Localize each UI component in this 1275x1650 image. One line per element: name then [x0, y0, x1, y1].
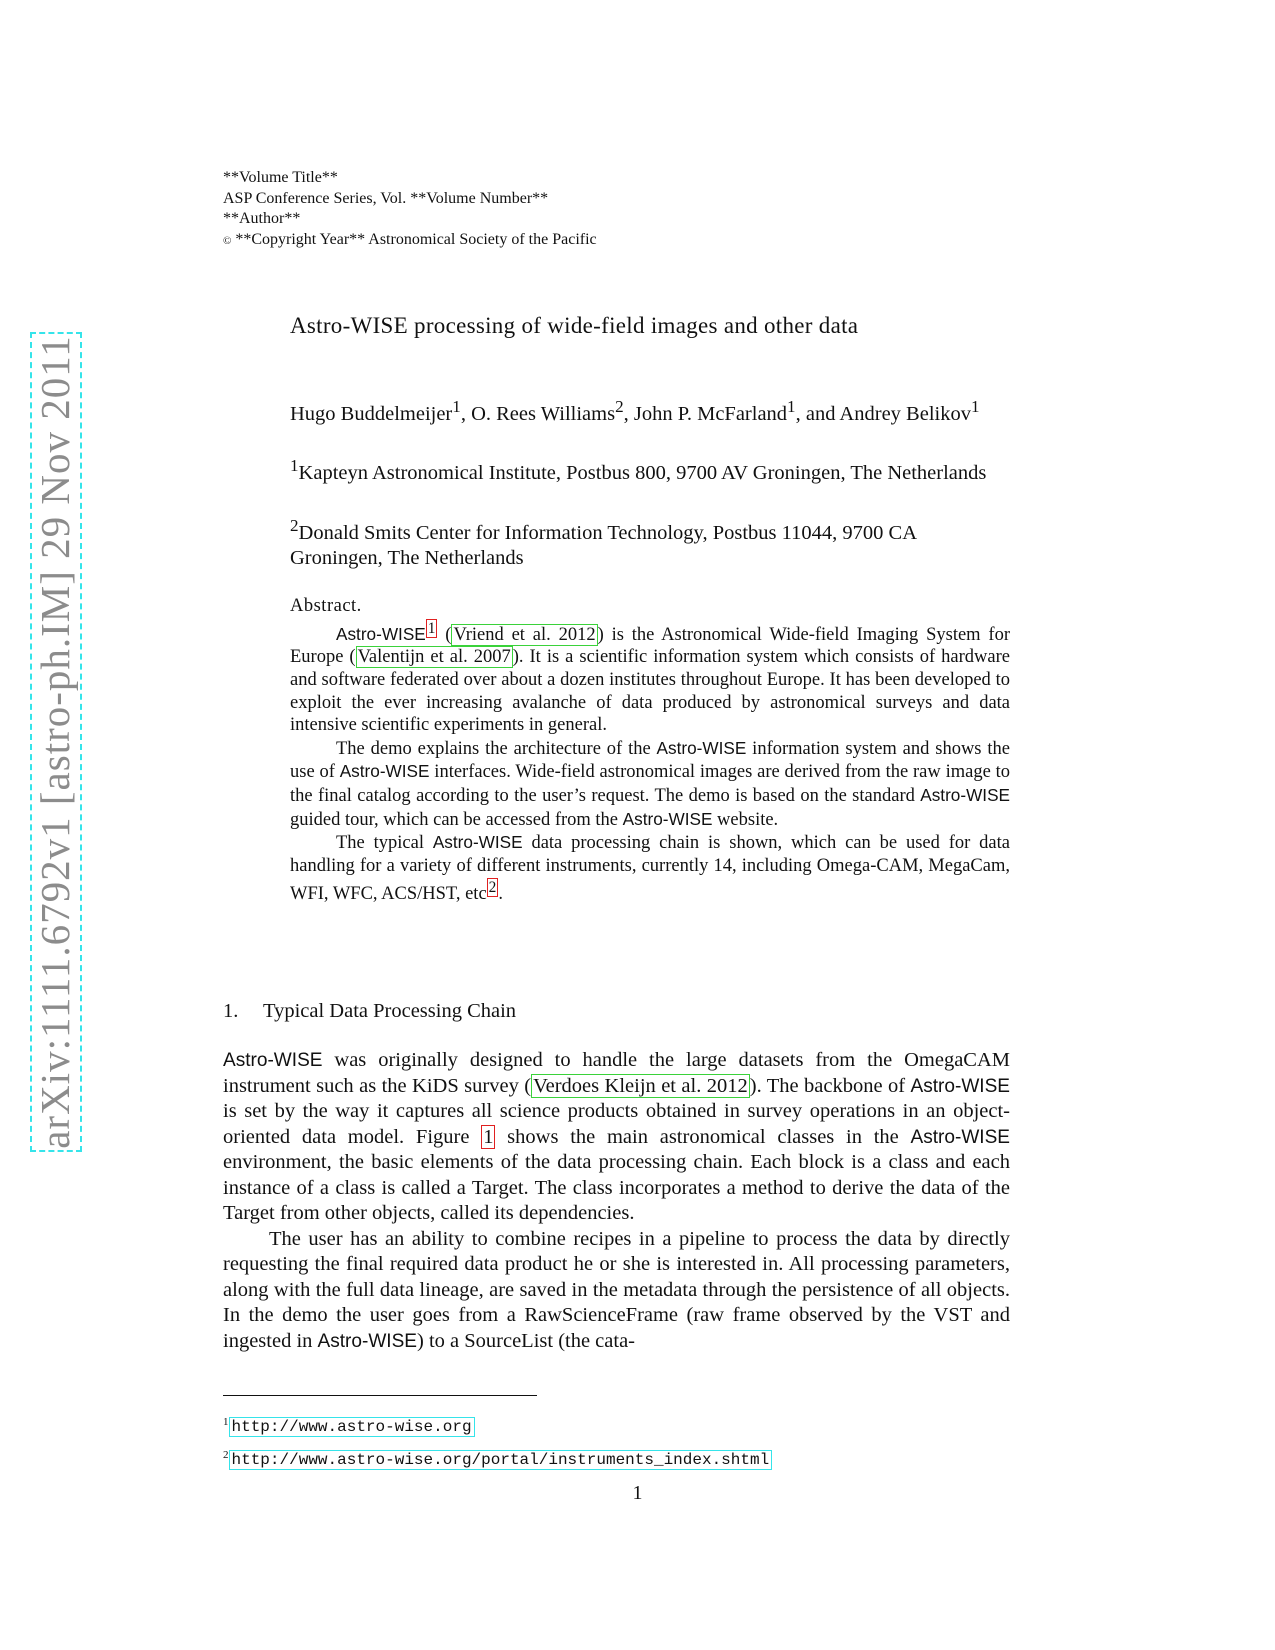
- citation-link-valentijn[interactable]: Valentijn et al. 2007: [357, 647, 511, 668]
- affiliation-text: Kapteyn Astronomical Institute, Postbus 800, 9700 AV Groningen, The Netherlands: [298, 461, 987, 484]
- abstract-text: .: [498, 884, 503, 905]
- footnote-mark: 2: [223, 1449, 229, 1461]
- paper-title: Astro-WISE processing of wide-field images and other data: [290, 313, 859, 338]
- footnote-mark: 1: [223, 1416, 229, 1428]
- body-text: [223, 1048, 1010, 1354]
- body-paragraph-1: [223, 1048, 1010, 1227]
- copyright-symbol: ©: [223, 234, 232, 247]
- arxiv-identifier-stamp[interactable]: arXiv:1111.6792v1 [astro-ph.IM] 29 Nov 2011: [30, 332, 82, 1152]
- conference-series: ASP Conference Series, Vol. **Volume Number**: [223, 189, 549, 207]
- body-paragraph-2: [223, 1227, 1010, 1355]
- author-list: [290, 394, 1010, 427]
- astro-wise-name: Astro-WISE: [223, 1050, 323, 1071]
- abstract-paragraph-2: [290, 737, 1010, 831]
- astro-wise-name: Astro-WISE: [910, 1126, 1010, 1148]
- affiliation-1: [290, 453, 1010, 486]
- abstract-text: The typical: [336, 833, 433, 854]
- abstract-text: information system and shows the use of: [290, 738, 1010, 783]
- section-heading: [223, 1000, 516, 1023]
- affiliation-mark: 1: [787, 397, 796, 416]
- abstract-text: The demo explains the architecture of the: [336, 738, 657, 759]
- footnote-2: [223, 1449, 772, 1469]
- body-text-run: The user has an ability to combine recipes in a pipeline to process the data by directly requesting the final required data product he or she is interested in. All processing parameters, along with the full data lineage, are saved in the metadata through the persistence of all objects. In the demo the user goes from a RawScienceFrame (raw frame observed by the VST and ingested in: [223, 1227, 1010, 1352]
- astro-wise-name: Astro-WISE: [336, 623, 426, 644]
- header-author: **Author**: [223, 210, 301, 227]
- affiliation-2: [290, 513, 1010, 572]
- footnote-divider: [223, 1395, 537, 1396]
- footnote-link-1[interactable]: 1: [427, 619, 436, 637]
- abstract-paragraph-3: [290, 831, 1010, 906]
- abstract-text: data processing chain is shown, which can be used for data handling for a variety of different instruments, currently 14, including Omega-CAM, MegaCam, WFI, WFC, ACS/HST, etc: [290, 833, 1010, 905]
- abstract-text: ) is the Astronomical Wide-field Imaging System for Europe (: [290, 624, 1010, 668]
- footnote-link-2[interactable]: 2: [488, 879, 497, 897]
- astro-wise-name: Astro-WISE: [910, 1075, 1010, 1097]
- section-number: 1.: [223, 1000, 239, 1022]
- astro-wise-name: Astro-WISE: [432, 832, 523, 853]
- volume-title: **Volume Title**: [223, 169, 338, 186]
- abstract-label: Abstract.: [290, 596, 362, 616]
- affiliation-mark: 2: [290, 516, 299, 535]
- astro-wise-name: Astro-WISE: [339, 761, 430, 782]
- section-title: Typical Data Processing Chain: [263, 1000, 517, 1022]
- author-name: Hugo Buddelmeijer: [290, 402, 453, 425]
- abstract-paragraph-1: [290, 618, 1010, 737]
- author-name: , and Andrey Belikov: [795, 402, 971, 425]
- body-text-run: environment, the basic elements of the data processing chain. Each block is a class and each instance of a class is called a Target. The class incorporates a method to derive the data of the Target from other objects, called its dependencies.: [223, 1151, 1010, 1224]
- abstract-text: website.: [712, 809, 779, 830]
- astro-wise-name: Astro-WISE: [656, 737, 747, 758]
- footnote-1: [223, 1416, 475, 1436]
- affiliation-text: Donald Smits Center for Information Technology, Postbus 11044, 9700 CA Groningen, The Netherlands: [290, 521, 916, 570]
- astro-wise-name: Astro-WISE: [622, 808, 713, 829]
- body-text-run: was originally designed to handle the large datasets from the OmegaCAM instrument such as the KiDS survey (: [223, 1049, 1010, 1097]
- copyright-line: [223, 230, 597, 252]
- abstract-text: (: [437, 624, 452, 645]
- abstract: [290, 595, 1010, 906]
- footnote-url-link[interactable]: http://www.astro-wise.org: [229, 1417, 475, 1437]
- figure-ref-link[interactable]: 1: [483, 1125, 494, 1148]
- astro-wise-name: Astro-WISE: [317, 1330, 417, 1352]
- body-text-run: ) to a SourceList (the cata-: [417, 1329, 636, 1352]
- body-text-run: ). The backbone of: [749, 1074, 911, 1097]
- author-name: , John P. McFarland: [623, 402, 788, 425]
- body-text-run: shows the main astronomical classes in the: [495, 1125, 911, 1148]
- affiliation-mark: 2: [615, 397, 624, 416]
- affiliation-mark: 1: [290, 456, 299, 475]
- astro-wise-name: Astro-WISE: [920, 784, 1010, 805]
- abstract-text: ). It is a scientific information system which consists of hardware and software federated over about a dozen institutes throughout Europe. It has been developed to exploit the ever increasing avalanche of data produced by astronomical surveys and data intensive scientific experiments in general.: [290, 647, 1010, 736]
- citation-link-verdoes-kleijn[interactable]: Verdoes Kleijn et al. 2012: [533, 1074, 748, 1097]
- citation-link-vriend[interactable]: Vriend et al. 2012: [453, 624, 596, 645]
- author-name: , O. Rees Williams: [460, 402, 616, 425]
- affiliation-mark: 1: [970, 397, 980, 416]
- abstract-text: interfaces. Wide-field astronomical images are derived from the raw image to the final catalog according to the user’s request. The demo is based on the standard: [290, 762, 1010, 806]
- body-text-run: is set by the way it captures all science products obtained in survey operations in an object-oriented data model. Figure: [223, 1100, 1010, 1148]
- page-number: 1: [632, 1482, 643, 1504]
- conference-header: [223, 168, 597, 251]
- footnote-url-link[interactable]: http://www.astro-wise.org/portal/instruments_index.shtml: [229, 1450, 773, 1470]
- affiliation-mark: 1: [452, 397, 461, 416]
- abstract-text: guided tour, which can be accessed from the: [290, 809, 623, 830]
- copyright-text: **Copyright Year** Astronomical Society of the Pacific: [235, 230, 597, 248]
